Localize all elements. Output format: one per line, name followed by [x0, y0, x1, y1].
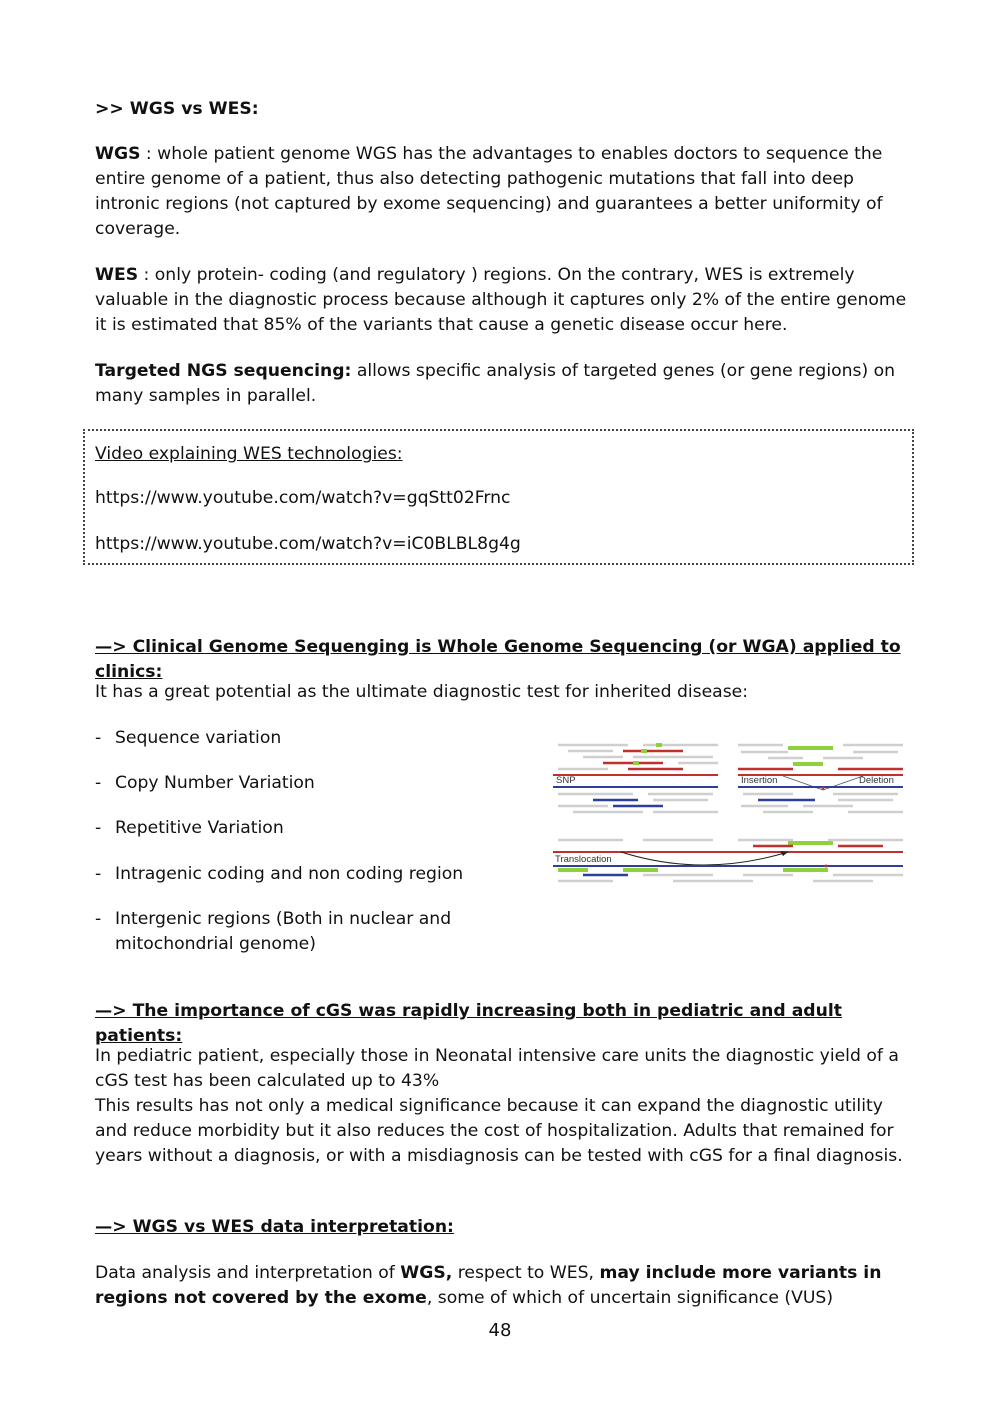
interpretation-text-a: Data analysis and interpretation of [95, 1263, 401, 1283]
variant-types-figure [553, 740, 905, 885]
wes-label: WES [95, 265, 139, 285]
indel-panel [738, 745, 903, 812]
cgs-paragraph-1: In pediatric patient, especially those in Neonatal intensive care units the diagnostic yield of a cGS test has been calculated up to 43% [95, 1046, 899, 1091]
targeted-text: allows specific analysis of targeted genes (or gene regions) on many samples in parallel. [95, 361, 896, 406]
list-dash: - [95, 773, 102, 793]
list-dash: - [95, 909, 102, 929]
interpretation-wgs: WGS, [400, 1263, 453, 1283]
wgs-label: WGS [95, 144, 141, 164]
translocation-label: Translocation [555, 854, 612, 865]
interpretation-text-c: respect to WES, [452, 1263, 600, 1283]
video-link-2[interactable]: https://www.youtube.com/watch?v=iC0BLBL8g4g [95, 534, 521, 554]
translocation-panel [553, 840, 903, 881]
wgs-text: : whole patient genome WGS has the advantages to enables doctors to sequence the entire genome of a patient, thus also detecting pathogenic mutations that fall into deep intronic regions (not captured by exome sequencing) and guarantees a better uniformity of coverage. [95, 144, 883, 239]
wes-paragraph [95, 263, 910, 338]
snp-label: SNP [556, 775, 576, 786]
list-dash: - [95, 864, 102, 884]
clinical-intro: It has a great potential as the ultimate diagnostic test for inherited disease: [95, 682, 749, 702]
interpretation-heading: —> WGS vs WES data interpretation: [95, 1217, 454, 1237]
clinical-heading: —> Clinical Genome Sequenging is Whole Genome Sequencing (or WGA) applied to clinics: [95, 637, 901, 682]
wgs-paragraph [95, 142, 910, 242]
wgs-vs-wes-heading: >> WGS vs WES: [95, 99, 259, 119]
list-item [95, 771, 475, 796]
targeted-label: Targeted NGS sequencing: [95, 361, 352, 381]
list-dash: - [95, 818, 102, 838]
list-dash: - [95, 728, 102, 748]
video-link-1[interactable]: https://www.youtube.com/watch?v=gqStt02Frnc [95, 488, 511, 508]
cgs-paragraph-2: This results has not only a medical significance because it can expand the diagnostic utility and reduce morbidity but it also reduces the cost of hospitalization. Adults that remained for years without a diagnosis, or with a misdiagnosis can be tested with cGS for a final diagnosis. [95, 1096, 903, 1166]
list-item [95, 816, 475, 841]
list-item-text: Repetitive Variation [115, 818, 284, 838]
snp-panel [553, 743, 718, 812]
deletion-label: Deletion [859, 775, 894, 786]
list-item-text: Intergenic regions (Both in nuclear and mitochondrial genome) [115, 909, 452, 954]
cgs-heading: —> The importance of cGS was rapidly increasing both in pediatric and adult patients: [95, 1001, 842, 1046]
video-box-title: Video explaining WES technologies: [95, 444, 403, 464]
targeted-paragraph [95, 359, 910, 409]
list-item-text: Sequence variation [115, 728, 282, 748]
list-item-text: Intragenic coding and non coding region [115, 864, 464, 884]
wes-text: : only protein- coding (and regulatory ) regions. On the contrary, WES is extremely valuable in the diagnostic process because although it captures only 2% of the entire genome it is estimated that 85% of the variants that cause a genetic disease occur here. [95, 265, 907, 335]
insertion-label: Insertion [741, 775, 778, 786]
list-item [95, 907, 475, 957]
page-number: 48 [488, 1320, 512, 1341]
list-item [95, 862, 475, 887]
interpretation-text-e: , some of which of uncertain significance (VUS) [426, 1288, 834, 1308]
list-item [95, 726, 475, 751]
interpretation-paragraph [95, 1261, 910, 1311]
list-item-text: Copy Number Variation [115, 773, 315, 793]
interpretation-emphasis: may include more variants in regions not covered by the exome [95, 1263, 882, 1308]
